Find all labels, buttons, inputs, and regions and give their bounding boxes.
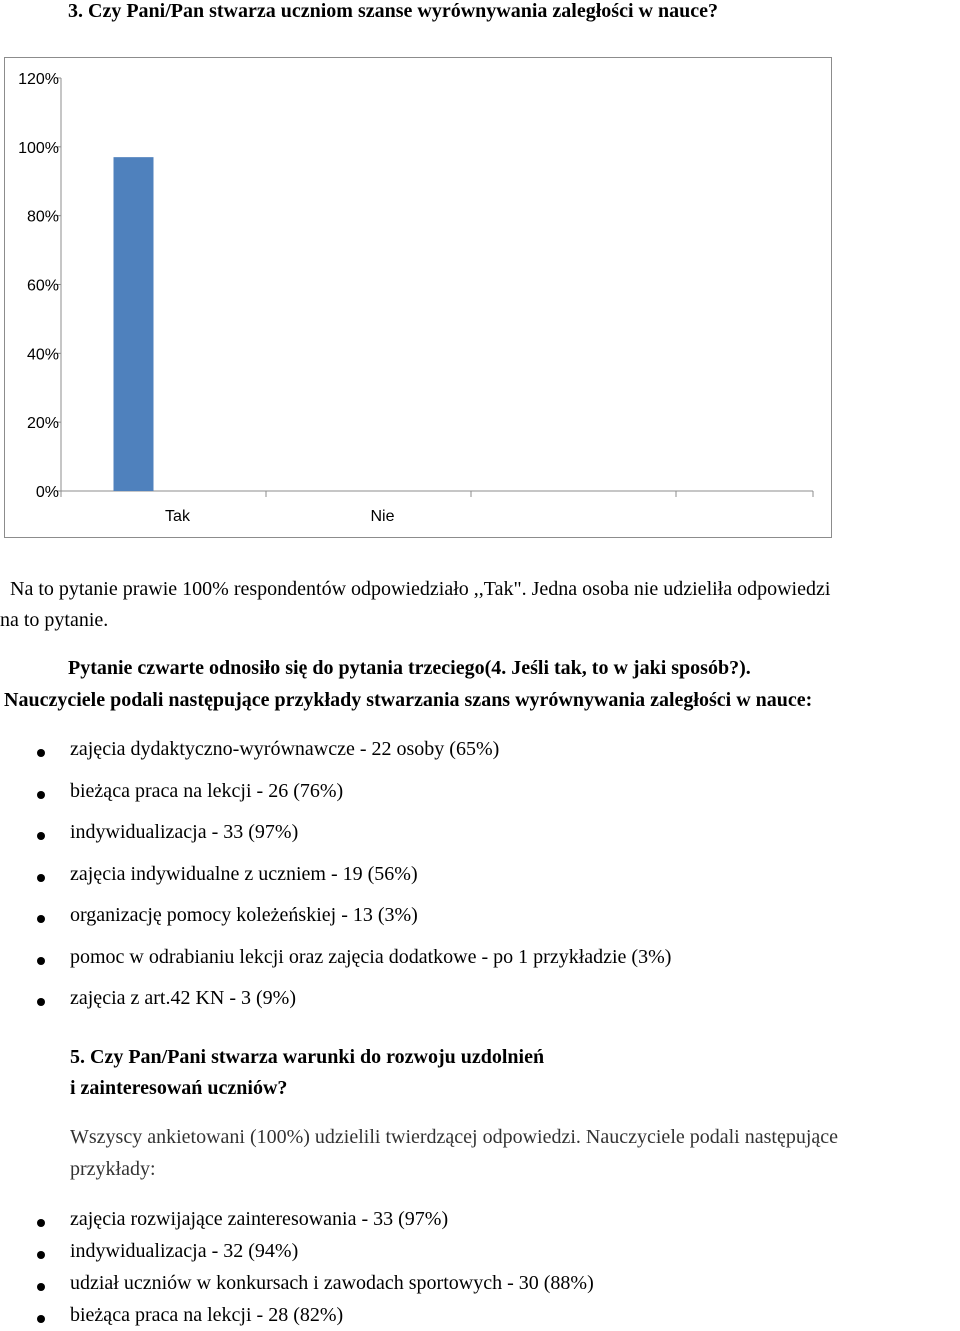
question-5-heading-line-2: i zainteresowań uczniów? — [70, 1077, 288, 1099]
q4-list-item: organizację pomocy koleżeńskiej - 13 (3%) — [70, 904, 418, 926]
q5-list-item: udział uczniów w konkursach i zawodach sportowych - 30 (88%) — [70, 1272, 594, 1294]
q4-intro-line-2: Nauczyciele podali następujące przykłady stwarzania szans wyrównywania zaległości w nauce: — [4, 689, 813, 711]
bullet-icon — [37, 791, 45, 799]
bullet-icon — [37, 1219, 45, 1227]
q4-intro-line-1: Pytanie czwarte odnosiło się do pytania trzeciego(4. Jeśli tak, to w jaki sposób?). — [68, 657, 751, 679]
y-tick-label: 20% — [26, 415, 59, 433]
q4-list-item: zajęcia indywidualne z uczniem - 19 (56%) — [70, 862, 418, 885]
q4-list-item: zajęcia z art.42 KN - 3 (9%) — [70, 987, 296, 1009]
q5-answer-line-1 — [70, 1126, 838, 1149]
y-tick-label: 100% — [18, 139, 59, 157]
x-category-label: Tak — [165, 508, 190, 525]
q5-list-item: indywidualizacja - 32 (94%) — [70, 1240, 299, 1262]
bullet-icon — [37, 874, 45, 882]
question-3-heading: 3. Czy Pani/Pan stwarza uczniom szanse wyrównywania zaległości w nauce? — [68, 0, 718, 22]
bar-chart — [5, 58, 833, 539]
bullet-icon — [37, 1251, 45, 1259]
q3-answer-line-2: na to pytanie. — [0, 609, 109, 631]
bullet-icon — [37, 998, 45, 1006]
y-tick-label: 0% — [35, 484, 59, 501]
q5-list-item: bieżąca praca na lekcji - 28 (82%) — [70, 1304, 344, 1326]
bullet-icon — [37, 832, 45, 840]
q4-list-item: zajęcia dydaktyczno-wyrównawcze - 22 osoby (65%) — [70, 738, 500, 760]
q5-answer-line-2: przykłady: — [70, 1158, 156, 1180]
bullet-icon — [37, 957, 45, 965]
y-tick-label: 60% — [26, 277, 59, 295]
bullet-icon — [37, 1315, 45, 1323]
q5-list-item: zajęcia rozwijające zainteresowania - 33 (97%) — [70, 1208, 449, 1230]
bar-tak — [114, 157, 154, 491]
bullet-icon — [37, 915, 45, 923]
q4-list-item: bieżąca praca na lekcji - 26 (76%) — [70, 779, 344, 802]
q4-list-item: indywidualizacja - 33 (97%) — [70, 821, 299, 843]
y-tick-label: 120% — [18, 71, 59, 88]
q3-answer-line-1: Na to pytanie prawie 100% respondentów odpowiedziało ,,Tak". Jedna osoba nie udzieliła odpowiedzi — [10, 578, 831, 600]
q4-list-item: pomoc w odrabianiu lekcji oraz zajęcia dodatkowe - po 1 przykładzie (3%) — [70, 945, 672, 968]
q5-answer-text: Wszyscy ankietowani (100%) udzielili twierdzącej odpowiedzi. Nauczyciele podali następujące — [70, 1126, 839, 1148]
bullet-icon — [37, 749, 45, 757]
question-5-heading-line-1: 5. Czy Pan/Pani stwarza warunki do rozwoju uzdolnień — [70, 1046, 545, 1068]
y-tick-label: 80% — [26, 208, 59, 226]
x-category-label: Nie — [370, 508, 395, 525]
bullet-icon — [37, 1283, 45, 1291]
y-tick-label: 40% — [26, 346, 59, 364]
chart-frame — [4, 57, 832, 538]
